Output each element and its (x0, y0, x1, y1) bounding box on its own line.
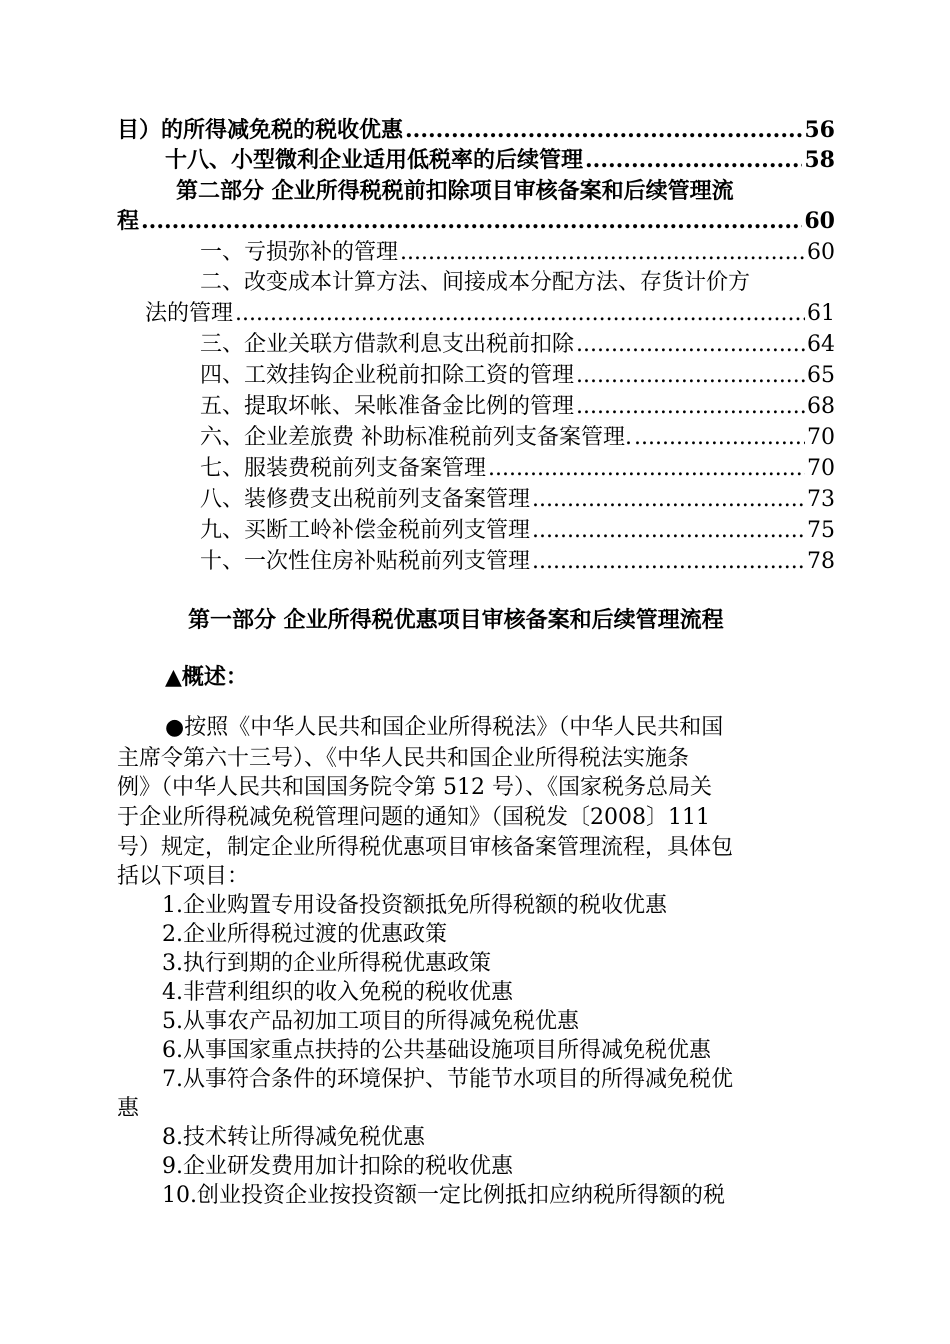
toc-page-number: 65 (807, 363, 835, 388)
list-item: 9.企业研发费用加计扣除的税收优惠 (162, 1154, 513, 1179)
toc-entry-text: 六、企业差旅费 补助标准税前列支备案管理. (200, 425, 632, 450)
toc-page-number: 58 (804, 147, 835, 173)
toc-leader-dots (532, 485, 805, 515)
toc-entry[interactable] (200, 423, 835, 453)
toc-page-number: 70 (807, 425, 835, 450)
toc-part-title[interactable]: 第二部分 企业所得税税前扣除项目审核备案和后续管理流 (176, 178, 734, 204)
toc-entry-text: 九、买断工岭补偿金税前列支管理 (200, 518, 531, 543)
paragraph-line: 号）规定，制定企业所得税优惠项目审核备案管理流程，具体包 (117, 835, 734, 860)
list-item: 1.企业购置专用设备投资额抵免所得税额的税收优惠 (162, 893, 667, 918)
toc-entry[interactable] (200, 454, 835, 484)
list-item: 4.非营利组织的收入免税的税收优惠 (162, 980, 513, 1005)
toc-leader-dots (576, 392, 805, 422)
toc-entry-text: 五、提取坏帐、呆帐准备金比例的管理 (200, 394, 575, 419)
toc-entry-text[interactable]: 二、改变成本计算方法、间接成本分配方法、存货计价方 (200, 270, 751, 295)
toc-leader-dots (532, 516, 805, 546)
toc-leader-dots (488, 454, 805, 484)
toc-leader-dots (400, 238, 805, 268)
toc-entry-text: 三、企业关联方借款利息支出税前扣除 (200, 332, 575, 357)
toc-page-number: 56 (804, 117, 835, 143)
toc-page-number: 78 (807, 549, 835, 574)
section-heading: 第一部分 企业所得税优惠项目审核备案和后续管理流程 (188, 607, 724, 633)
paragraph-line: ●按照《中华人民共和国企业所得税法》（中华人民共和国 (165, 715, 724, 740)
toc-entry-text: 七、服装费税前列支备案管理 (200, 456, 487, 481)
toc-page-number: 60 (804, 208, 835, 234)
toc-page-number: 70 (807, 456, 835, 481)
toc-entry[interactable] (117, 115, 835, 145)
toc-entry[interactable] (200, 392, 835, 422)
list-item: 10.创业投资企业按投资额一定比例抵扣应纳税所得额的税 (162, 1183, 725, 1208)
toc-page-number: 73 (807, 487, 835, 512)
toc-page-number: 75 (807, 518, 835, 543)
toc-page-number: 68 (807, 394, 835, 419)
paragraph-line: 例》（中华人民共和国国务院令第 512 号）、《国家税务总局关 (117, 775, 712, 800)
paragraph-line: 主席令第六十三号）、《中华人民共和国企业所得税法实施条 (117, 746, 690, 771)
toc-entry-text: 十、一次性住房补贴税前列支管理 (200, 549, 531, 574)
toc-leader-dots (141, 206, 802, 236)
toc-entry-text: 四、工效挂钩企业税前扣除工资的管理 (200, 363, 575, 388)
toc-entry[interactable] (200, 238, 835, 268)
toc-entry[interactable] (200, 485, 835, 515)
toc-entry[interactable] (200, 516, 835, 546)
toc-entry-text: 八、装修费支出税前列支备案管理 (200, 487, 531, 512)
list-item: 惠 (117, 1096, 140, 1121)
toc-entry-text: 法的管理 (145, 301, 234, 326)
list-item: 6.从事国家重点扶持的公共基础设施项目所得减免税优惠 (162, 1038, 711, 1063)
toc-entry[interactable] (200, 330, 835, 360)
toc-page-number: 61 (807, 301, 835, 326)
paragraph-line: 于企业所得税减免税管理问题的通知》（国税发〔2008〕111 (117, 805, 710, 830)
list-item: 3.执行到期的企业所得税优惠政策 (162, 951, 491, 976)
overview-label: ▲概述： (165, 664, 248, 690)
list-item: 8.技术转让所得减免税优惠 (162, 1125, 425, 1150)
toc-leader-dots (405, 115, 802, 145)
toc-leader-dots (585, 145, 802, 175)
toc-page-number: 64 (807, 332, 835, 357)
toc-entry[interactable] (200, 361, 835, 391)
toc-page-number: 60 (807, 240, 835, 265)
toc-leader-dots (532, 547, 805, 577)
toc-entry[interactable] (200, 547, 835, 577)
toc-leader-dots (235, 299, 805, 329)
toc-leader-dots (576, 330, 805, 360)
list-item: 2.企业所得税过渡的优惠政策 (162, 922, 447, 947)
toc-leader-dots (576, 361, 805, 391)
paragraph-line: 括以下项目： (117, 864, 250, 889)
list-item: 7.从事符合条件的环境保护、节能节水项目的所得减免税优 (162, 1067, 733, 1092)
toc-entry[interactable] (145, 299, 835, 329)
list-item: 5.从事农产品初加工项目的所得减免税优惠 (162, 1009, 579, 1034)
toc-entry[interactable] (165, 145, 835, 175)
toc-entry-text: 十八、小型微利企业适用低税率的后续管理 (165, 147, 584, 173)
toc-entry-text: 目）的所得减免税的税收优惠 (117, 117, 404, 143)
toc-entry[interactable] (117, 206, 835, 236)
toc-entry-text: 一、亏损弥补的管理 (200, 240, 399, 265)
toc-leader-dots (634, 423, 805, 453)
toc-entry-text: 程 (117, 208, 140, 234)
